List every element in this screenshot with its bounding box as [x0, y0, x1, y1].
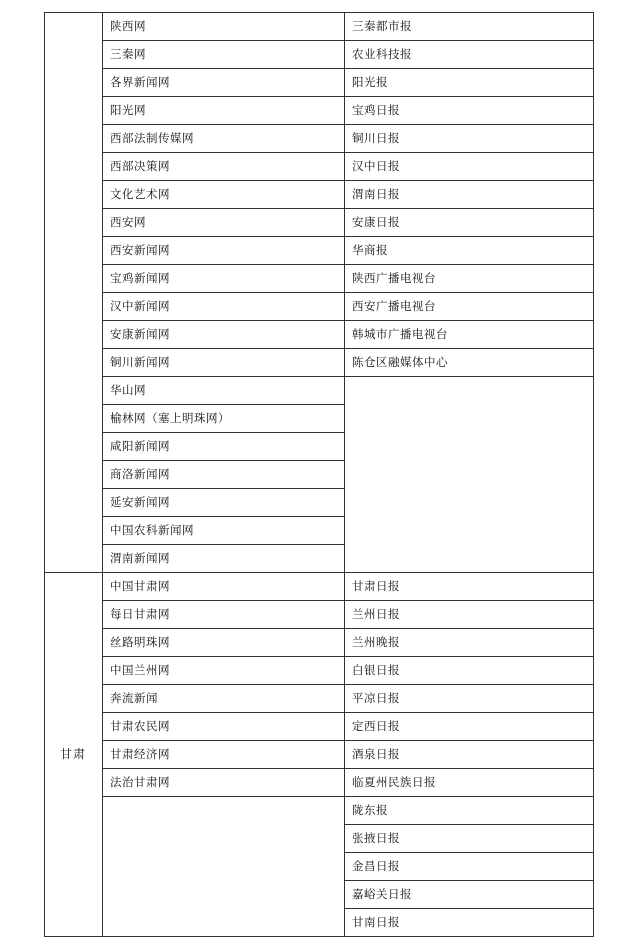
website-name: 西安网	[110, 215, 146, 229]
media-outlet-name: 兰州日报	[352, 607, 400, 621]
website-name: 每日甘肃网	[110, 607, 170, 621]
website-name: 咸阳新闻网	[110, 439, 170, 453]
media-outlet-name: 华商报	[352, 243, 388, 257]
media-outlet-name: 韩城市广播电视台	[352, 327, 448, 341]
media-outlet-name: 农业科技报	[352, 47, 412, 61]
website-name: 陕西网	[110, 19, 146, 33]
media-outlet-name: 平凉日报	[352, 691, 400, 705]
row-divider	[344, 376, 594, 377]
website-name: 西部法制传媒网	[110, 131, 194, 145]
website-name: 中国兰州网	[110, 663, 170, 677]
media-outlet-name: 陈仓区融媒体中心	[352, 355, 448, 369]
website-name: 丝路明珠网	[110, 635, 170, 649]
website-name: 阳光网	[110, 103, 146, 117]
website-name: 文化艺术网	[110, 187, 170, 201]
website-name: 甘肃农民网	[110, 719, 170, 733]
region-label: 甘肃	[59, 747, 86, 761]
row-divider	[102, 796, 344, 797]
website-name: 铜川新闻网	[110, 355, 170, 369]
region-divider	[44, 936, 594, 937]
website-name: 汉中新闻网	[110, 299, 170, 313]
media-outlet-name: 甘南日报	[352, 915, 400, 929]
media-outlet-name: 宝鸡日报	[352, 103, 400, 117]
media-outlet-name: 陇东报	[352, 803, 388, 817]
website-name: 渭南新闻网	[110, 551, 170, 565]
media-outlet-name: 张掖日报	[352, 831, 400, 845]
website-name: 西部决策网	[110, 159, 170, 173]
website-name: 西安新闻网	[110, 243, 170, 257]
website-name: 中国农科新闻网	[110, 523, 194, 537]
media-list-table	[44, 12, 594, 932]
media-outlet-name: 临夏州民族日报	[352, 775, 436, 789]
website-name: 甘肃经济网	[110, 747, 170, 761]
media-outlet-name: 兰州晚报	[352, 635, 400, 649]
table-border-right	[593, 12, 594, 936]
media-outlet-name: 安康日报	[352, 215, 400, 229]
column-divider-1	[102, 12, 103, 936]
media-outlet-name: 甘肃日报	[352, 579, 400, 593]
media-outlet-name: 陕西广播电视台	[352, 271, 436, 285]
website-name: 延安新闻网	[110, 495, 170, 509]
website-name: 安康新闻网	[110, 327, 170, 341]
website-name: 宝鸡新闻网	[110, 271, 170, 285]
region-label	[44, 12, 102, 572]
media-outlet-name: 西安广播电视台	[352, 299, 436, 313]
media-outlet-name: 酒泉日报	[352, 747, 400, 761]
media-outlet-name: 白银日报	[352, 663, 400, 677]
media-outlet-name: 定西日报	[352, 719, 400, 733]
media-outlet-name: 汉中日报	[352, 159, 400, 173]
website-name: 榆林网（塞上明珠网）	[110, 411, 230, 425]
website-name: 法治甘肃网	[110, 775, 170, 789]
media-outlet-name: 渭南日报	[352, 187, 400, 201]
website-name: 商洛新闻网	[110, 467, 170, 481]
media-outlet-name: 嘉峪关日报	[352, 887, 412, 901]
website-name: 各界新闻网	[110, 75, 170, 89]
media-outlet-name: 阳光报	[352, 75, 388, 89]
media-outlet-name: 金昌日报	[352, 859, 400, 873]
website-name: 中国甘肃网	[110, 579, 170, 593]
website-name: 奔流新闻	[110, 691, 158, 705]
website-name: 华山网	[110, 383, 146, 397]
media-outlet-name: 铜川日报	[352, 131, 400, 145]
media-outlet-name: 三秦都市报	[352, 19, 412, 33]
column-divider-2	[344, 12, 345, 936]
website-name: 三秦网	[110, 47, 146, 61]
